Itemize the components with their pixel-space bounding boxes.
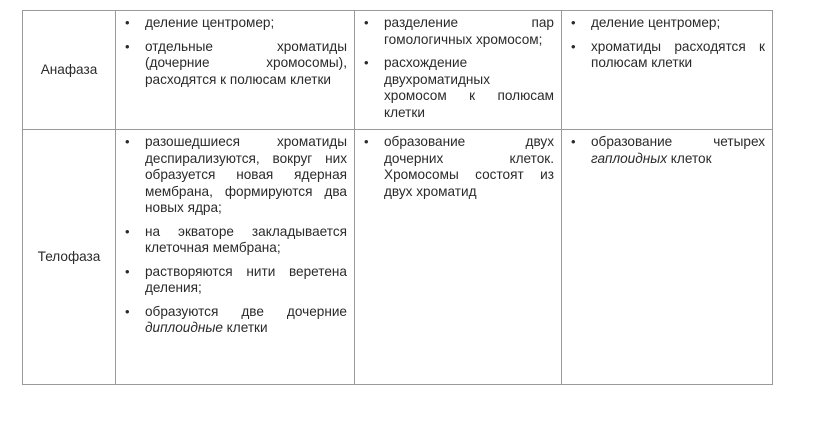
cell-telophase-col-c <box>562 130 773 385</box>
table-row-anaphase <box>23 11 773 130</box>
list-item: • разделение пар гомологичных хромосом; <box>362 15 554 48</box>
bullet-list <box>362 15 554 121</box>
list-item: • образование двух дочерних клеток. Хромосомы состоят из двух хроматид <box>362 134 554 200</box>
cell-telophase-col-b <box>355 130 562 385</box>
text-segment: образование четырех <box>591 134 765 149</box>
text-segment: клетки <box>222 320 268 335</box>
list-item <box>123 304 347 337</box>
italic-term-diploid: диплоидные <box>145 320 223 335</box>
text-segment: образуются две дочерние <box>145 303 347 319</box>
list-item: • хроматиды расходятся к полюсам клетки <box>569 39 765 72</box>
list-item: • деление центромер; <box>123 15 347 32</box>
italic-term-haploid: гаплоидных <box>591 150 668 166</box>
list-item: • расхождение двухроматидных хромосом к полюсам клетки <box>362 55 554 121</box>
phase-name-telophase: Телофаза <box>23 130 116 385</box>
table-row-telophase <box>23 130 773 385</box>
list-item: • деление центромер; <box>569 15 765 32</box>
bullet-list <box>123 15 347 88</box>
list-item: • растворяются нити веретена деления; <box>123 264 347 297</box>
cell-anaphase-col-a <box>116 11 355 130</box>
list-item: • разошедшиеся хроматиды деспирализуются, вокруг них образуется новая ядерная мембрана, формируются два новых ядра; <box>123 134 347 217</box>
cell-anaphase-col-c <box>562 11 773 130</box>
bullet-list <box>569 15 765 72</box>
list-item <box>569 134 765 167</box>
cell-anaphase-col-b <box>355 11 562 130</box>
list-item: • на экваторе закладывается клеточная мембрана; <box>123 224 347 257</box>
text-segment: клеток <box>667 150 712 166</box>
cell-telophase-col-a <box>116 130 355 385</box>
mitosis-meiosis-table-container <box>22 10 772 385</box>
mitosis-meiosis-table <box>22 10 773 385</box>
bullet-list <box>569 134 765 167</box>
phase-name-anaphase: Анафаза <box>23 11 116 130</box>
bullet-list <box>362 134 554 200</box>
list-item: • отдельные хроматиды (дочерние хромосомы), расходятся к полюсам клетки <box>123 39 347 89</box>
bullet-list <box>123 134 347 337</box>
